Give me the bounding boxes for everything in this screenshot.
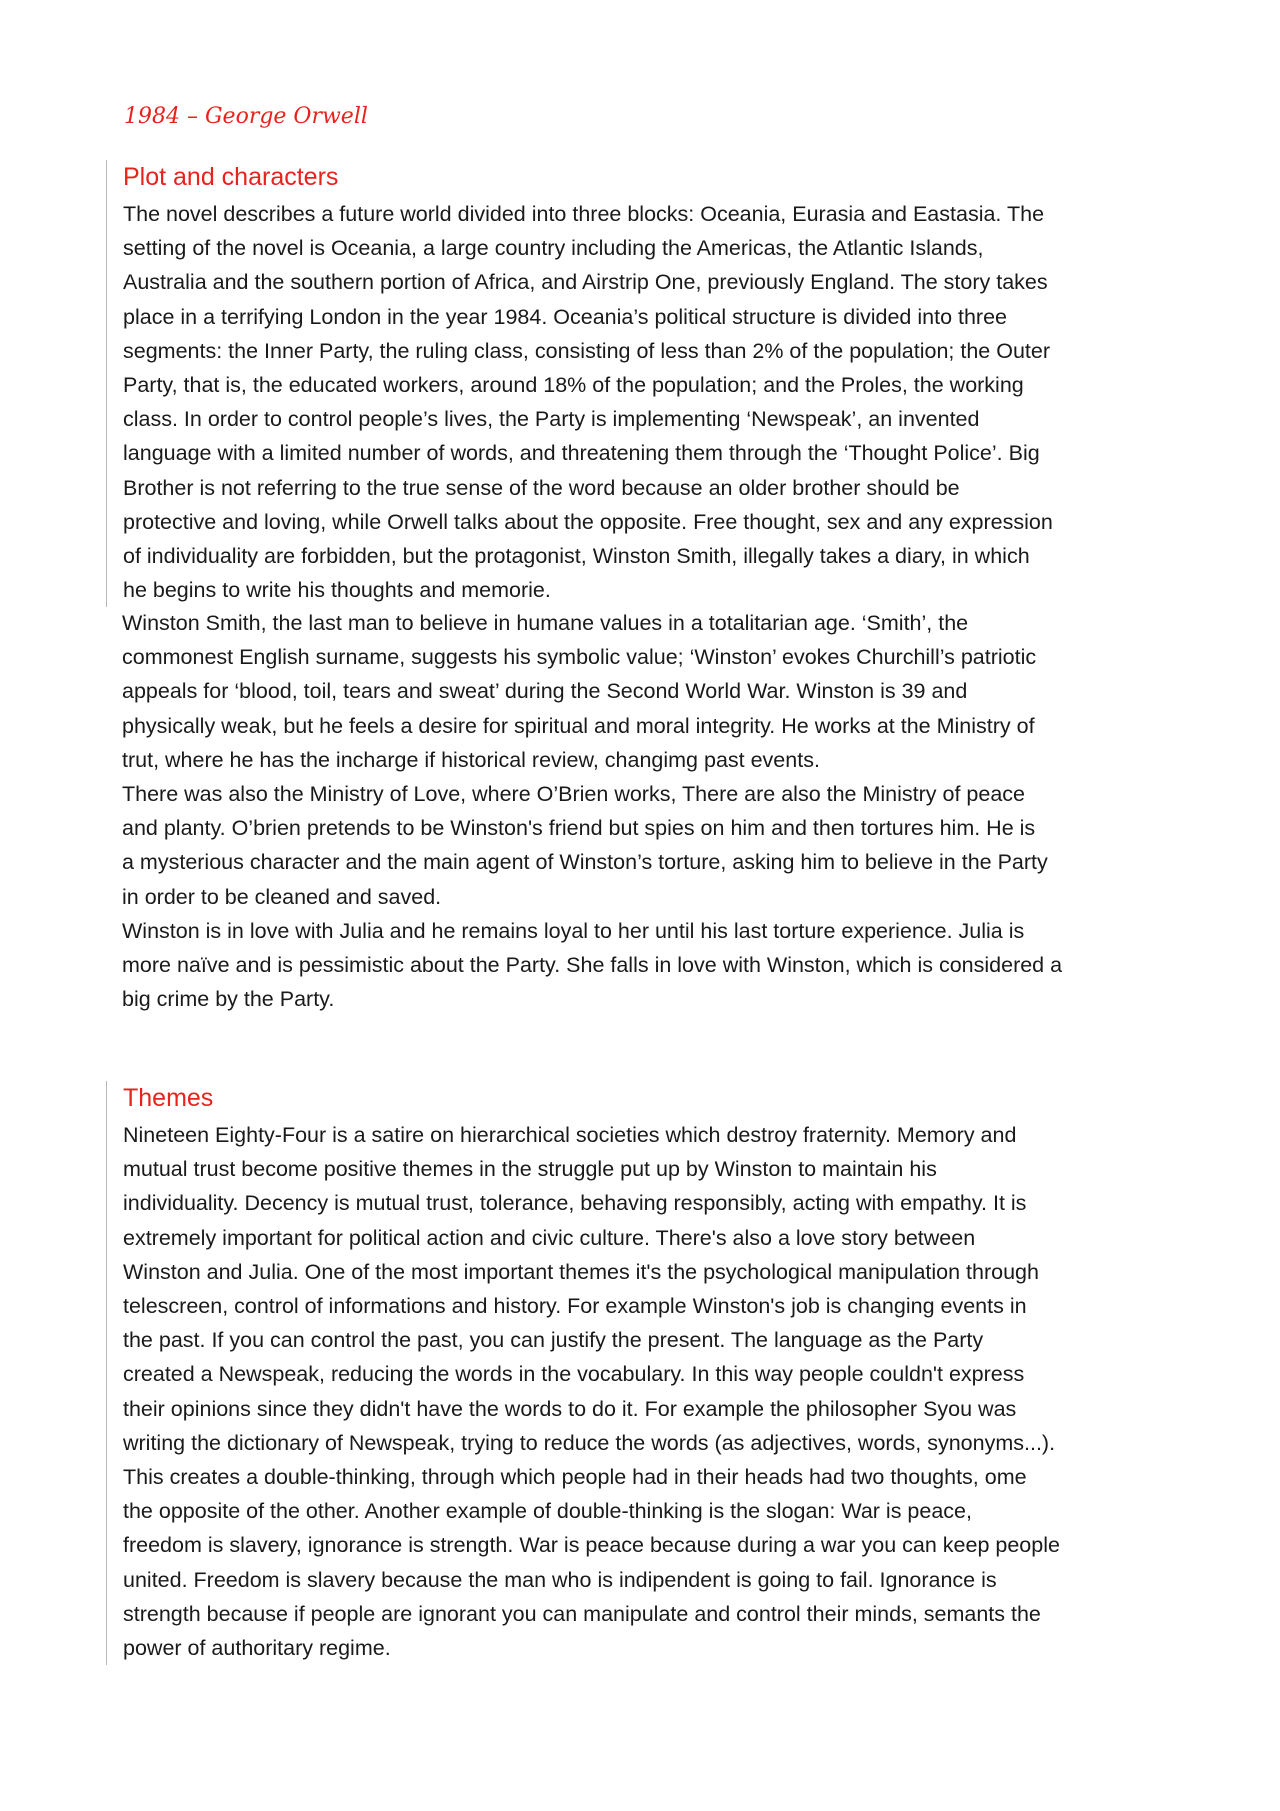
text-line: freedom is slavery, ignorance is strength. War is peace because during a war you can keep people bbox=[123, 1533, 1060, 1558]
section-heading-plot: Plot and characters bbox=[123, 163, 339, 191]
text-line: of individuality are forbidden, but the protagonist, Winston Smith, illegally takes a diary, in which bbox=[123, 544, 1030, 569]
text-line: created a Newspeak, reducing the words in the vocabulary. In this way people couldn't express bbox=[123, 1362, 1025, 1387]
text-line: and planty. O’brien pretends to be Winston's friend but spies on him and then tortures him. He is bbox=[122, 816, 1036, 841]
document-title: 1984 – George Orwell bbox=[124, 104, 368, 129]
text-line: in order to be cleaned and saved. bbox=[122, 884, 442, 909]
text-line: the opposite of the other. Another example of double-thinking is the slogan: War is peace, bbox=[123, 1499, 972, 1524]
text-line: their opinions since they didn't have the words to do it. For example the philosopher Syou was bbox=[123, 1396, 1017, 1421]
text-line: extremely important for political action and civic culture. There's also a love story between bbox=[123, 1225, 976, 1250]
text-line: strength because if people are ignorant you can manipulate and control their minds, semants the bbox=[123, 1601, 1041, 1626]
paragraph-plot-3 bbox=[122, 777, 1176, 914]
paragraph-plot-4 bbox=[122, 914, 1176, 1017]
paragraph-plot-1 bbox=[123, 197, 1177, 607]
text-line: appeals for ‘blood, toil, tears and sweat’ during the Second World War. Winston is 39 and bbox=[122, 679, 968, 704]
text-line: individuality. Decency is mutual trust, tolerance, behaving responsibly, acting with empathy. It is bbox=[123, 1191, 1027, 1216]
paragraph-plot-2 bbox=[122, 606, 1176, 777]
text-line: more naïve and is pessimistic about the Party. She falls in love with Winston, which is considered a bbox=[122, 953, 1063, 978]
text-line: mutual trust become positive themes in the struggle put up by Winston to maintain his bbox=[123, 1157, 937, 1182]
text-line: physically weak, but he feels a desire for spiritual and moral integrity. He works at the Ministry of bbox=[122, 713, 1035, 738]
text-line: Australia and the southern portion of Africa, and Airstrip One, previously England. The story takes bbox=[123, 270, 1048, 295]
section-plot-and-characters bbox=[106, 160, 1176, 607]
paragraph-themes bbox=[123, 1118, 1177, 1665]
text-line: the past. If you can control the past, you can justify the present. The language as the Party bbox=[123, 1328, 984, 1353]
section-themes bbox=[106, 1081, 1176, 1665]
text-line: big crime by the Party. bbox=[122, 987, 335, 1012]
text-line: Brother is not referring to the true sense of the word because an older brother should be bbox=[123, 475, 960, 500]
text-line: Nineteen Eighty-Four is a satire on hierarchical societies which destroy fraternity. Memory and bbox=[123, 1123, 1017, 1147]
text-line: This creates a double-thinking, through which people had in their heads had two thoughts, ome bbox=[123, 1465, 1027, 1490]
text-line: trut, where he has the incharge if historical review, changimg past events. bbox=[122, 747, 820, 772]
text-line: commonest English surname, suggests his symbolic value; ‘Winston’ evokes Churchill’s patriotic bbox=[122, 645, 1037, 670]
text-line: a mysterious character and the main agent of Winston’s torture, asking him to believe in the Party bbox=[122, 850, 1048, 875]
text-line: telescreen, control of informations and history. For example Winston's job is changing events in bbox=[123, 1294, 1027, 1319]
text-line: writing the dictionary of Newspeak, trying to reduce the words (as adjectives, words, synonyms...). bbox=[123, 1430, 1056, 1455]
text-line: There was also the Ministry of Love, where O’Brien works, There are also the Ministry of peace bbox=[122, 782, 1025, 807]
text-line: place in a terrifying London in the year 1984. Oceania’s political structure is divided into three bbox=[123, 304, 1008, 329]
text-line: power of authoritary regime. bbox=[123, 1636, 391, 1661]
text-line: Winston and Julia. One of the most important themes it's the psychological manipulation through bbox=[123, 1259, 1039, 1284]
text-line: Winston is in love with Julia and he remains loyal to her until his last torture experience. Julia is bbox=[122, 918, 1025, 943]
text-line: The novel describes a future world divided into three blocks: Oceania, Eurasia and Eastasia. The bbox=[123, 202, 1045, 226]
text-line: Winston Smith, the last man to believe in humane values in a totalitarian age. ‘Smith’, the bbox=[122, 611, 969, 635]
text-line: united. Freedom is slavery because the man who is indipendent is going to fail. Ignorance is bbox=[123, 1567, 997, 1592]
text-line: protective and loving, while Orwell talks about the opposite. Free thought, sex and any expression bbox=[123, 509, 1053, 534]
text-line: Party, that is, the educated workers, around 18% of the population; and the Proles, the working bbox=[123, 373, 1024, 398]
text-line: class. In order to control people’s lives, the Party is implementing ‘Newspeak’, an invented bbox=[123, 407, 980, 432]
text-line: segments: the Inner Party, the ruling class, consisting of less than 2% of the population; the Outer bbox=[123, 338, 1051, 363]
section-plot-continuation bbox=[106, 606, 1176, 1016]
section-heading-themes: Themes bbox=[123, 1084, 214, 1112]
text-line: language with a limited number of words, and threatening them through the ‘Thought Police’. Big bbox=[123, 441, 1040, 466]
text-line: setting of the novel is Oceania, a large country including the Americas, the Atlantic Islands, bbox=[123, 236, 984, 261]
text-line: he begins to write his thoughts and memorie. bbox=[123, 578, 551, 603]
